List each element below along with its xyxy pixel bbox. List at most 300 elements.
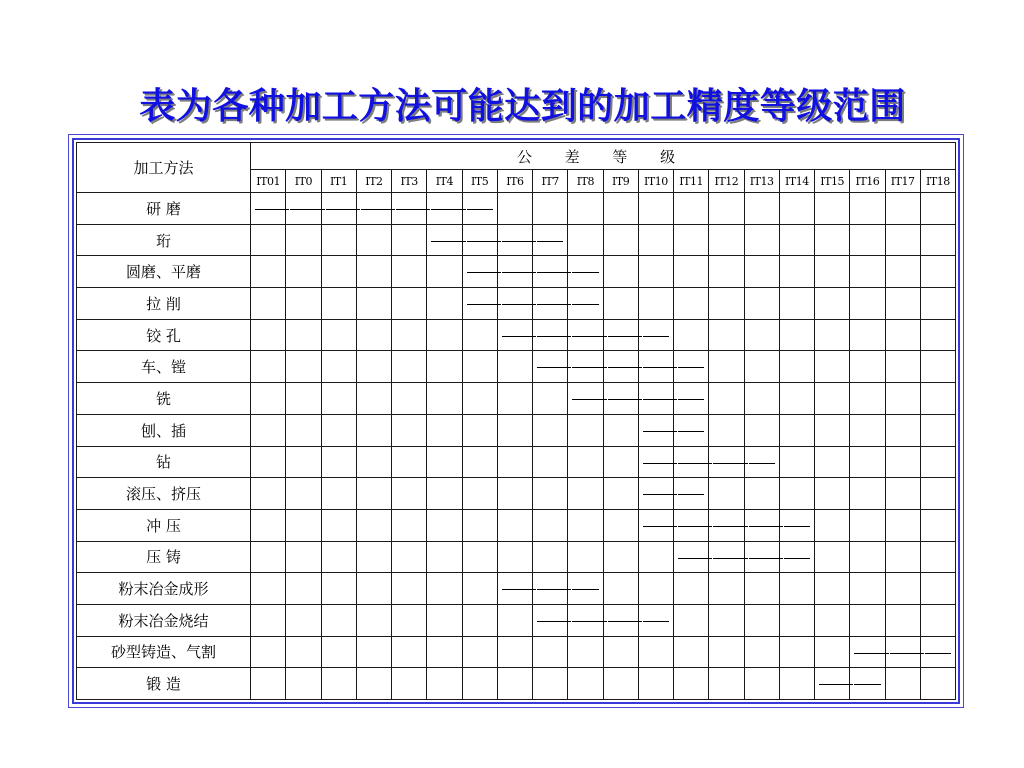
- grade-cell: [392, 668, 427, 700]
- grade-cell: [497, 224, 532, 256]
- range-dash: [678, 494, 704, 495]
- grade-cell: [709, 573, 744, 605]
- grade-cell: [885, 541, 920, 573]
- grade-header-it10: IT10: [638, 170, 673, 193]
- grade-cell: [779, 509, 814, 541]
- range-dash: [890, 653, 924, 654]
- grade-cell: [568, 478, 603, 510]
- grade-cell: [744, 509, 779, 541]
- grade-cell: [568, 604, 603, 636]
- grade-cell: [744, 478, 779, 510]
- grade-cell: [850, 636, 885, 668]
- grade-cell: [920, 668, 955, 700]
- grade-cell: [885, 256, 920, 288]
- grade-cell: [321, 288, 356, 320]
- grade-cell: [674, 573, 709, 605]
- grade-cell: [815, 319, 850, 351]
- grade-cell: [815, 224, 850, 256]
- range-dash: [361, 209, 395, 210]
- grade-cell: [286, 478, 321, 510]
- range-dash: [608, 621, 642, 622]
- process-name: 车、镗: [77, 351, 251, 383]
- tolerance-grade-header: 公 差 等 级: [251, 143, 956, 170]
- grade-cell: [427, 604, 462, 636]
- page-title: 表为各种加工方法可能达到的加工精度等级范围: [139, 85, 906, 127]
- grade-cell: [638, 414, 673, 446]
- grade-cell: [744, 319, 779, 351]
- grade-header-it4: IT4: [427, 170, 462, 193]
- grade-cell: [674, 541, 709, 573]
- grade-cell: [568, 668, 603, 700]
- grade-cell: [885, 636, 920, 668]
- grade-cell: [356, 351, 391, 383]
- grade-cell: [638, 351, 673, 383]
- grade-cell: [356, 541, 391, 573]
- process-name: 钻: [77, 446, 251, 478]
- grade-cell: [286, 193, 321, 225]
- grade-cell: [709, 224, 744, 256]
- grade-cell: [356, 319, 391, 351]
- range-dash: [678, 431, 704, 432]
- range-dash: [608, 367, 642, 368]
- grade-cell: [356, 224, 391, 256]
- grade-cell: [603, 573, 638, 605]
- grade-cell: [392, 414, 427, 446]
- grade-cell: [427, 446, 462, 478]
- table-row: [77, 224, 956, 256]
- table-row: [77, 256, 956, 288]
- range-dash: [678, 367, 704, 368]
- range-dash: [608, 336, 642, 337]
- range-dash: [537, 272, 571, 273]
- grade-cell: [251, 256, 286, 288]
- grade-cell: [462, 414, 497, 446]
- grade-cell: [744, 288, 779, 320]
- grade-cell: [392, 573, 427, 605]
- grade-cell: [885, 319, 920, 351]
- grade-header-it01: IT01: [251, 170, 286, 193]
- grade-cell: [286, 224, 321, 256]
- grade-cell: [744, 573, 779, 605]
- range-dash: [643, 336, 669, 337]
- grade-cell: [356, 604, 391, 636]
- grade-cell: [356, 446, 391, 478]
- grade-cell: [638, 668, 673, 700]
- grade-cell: [392, 446, 427, 478]
- grade-cell: [815, 414, 850, 446]
- grade-cell: [638, 224, 673, 256]
- grade-cell: [251, 383, 286, 415]
- range-dash: [713, 558, 747, 559]
- grade-cell: [638, 573, 673, 605]
- grade-cell: [356, 668, 391, 700]
- grade-cell: [674, 668, 709, 700]
- grade-cell: [674, 193, 709, 225]
- grade-cell: [674, 478, 709, 510]
- grade-cell: [321, 636, 356, 668]
- grade-cell: [709, 478, 744, 510]
- grade-cell: [251, 573, 286, 605]
- grade-cell: [568, 509, 603, 541]
- table-row: [77, 383, 956, 415]
- grade-header-it16: IT16: [850, 170, 885, 193]
- grade-cell: [356, 383, 391, 415]
- process-name: 砂型铸造、气割: [77, 636, 251, 668]
- range-dash: [749, 526, 783, 527]
- grade-cell: [568, 636, 603, 668]
- grade-cell: [321, 351, 356, 383]
- grade-cell: [674, 636, 709, 668]
- grade-cell: [638, 193, 673, 225]
- range-dash: [784, 558, 810, 559]
- grade-cell: [251, 636, 286, 668]
- range-dash: [467, 304, 501, 305]
- grade-cell: [850, 319, 885, 351]
- table-row: [77, 414, 956, 446]
- table-row: [77, 288, 956, 320]
- grade-header-it7: IT7: [533, 170, 568, 193]
- range-dash: [502, 589, 536, 590]
- grade-header-it2: IT2: [356, 170, 391, 193]
- grade-cell: [815, 604, 850, 636]
- grade-cell: [497, 446, 532, 478]
- grade-cell: [533, 668, 568, 700]
- grade-cell: [779, 573, 814, 605]
- grade-cell: [603, 478, 638, 510]
- grade-cell: [674, 256, 709, 288]
- range-dash: [537, 304, 571, 305]
- grade-cell: [497, 668, 532, 700]
- grade-cell: [920, 604, 955, 636]
- grade-cell: [850, 478, 885, 510]
- grade-cell: [744, 193, 779, 225]
- range-dash: [467, 272, 501, 273]
- range-dash: [643, 399, 677, 400]
- grade-header-it14: IT14: [779, 170, 814, 193]
- grade-cell: [744, 383, 779, 415]
- grade-cell: [568, 383, 603, 415]
- grade-cell: [779, 256, 814, 288]
- grade-cell: [603, 668, 638, 700]
- grade-cell: [251, 604, 286, 636]
- grade-cell: [885, 288, 920, 320]
- precision-table: [76, 142, 956, 700]
- grade-cell: [709, 446, 744, 478]
- table-body: [77, 193, 956, 700]
- grade-cell: [462, 509, 497, 541]
- grade-cell: [392, 509, 427, 541]
- grade-cell: [392, 224, 427, 256]
- grade-cell: [568, 224, 603, 256]
- range-dash: [643, 431, 677, 432]
- range-dash: [537, 367, 571, 368]
- range-dash: [643, 463, 677, 464]
- grade-cell: [850, 256, 885, 288]
- grade-cell: [356, 414, 391, 446]
- range-dash: [255, 209, 289, 210]
- table-row: [77, 668, 956, 700]
- table-row: [77, 351, 956, 383]
- process-name: 拉 削: [77, 288, 251, 320]
- grade-cell: [321, 541, 356, 573]
- grade-cell: [462, 288, 497, 320]
- grade-cell: [497, 288, 532, 320]
- grade-cell: [462, 256, 497, 288]
- grade-cell: [920, 224, 955, 256]
- grade-cell: [885, 224, 920, 256]
- grade-cell: [885, 193, 920, 225]
- grade-cell: [321, 573, 356, 605]
- grade-header-it13: IT13: [744, 170, 779, 193]
- grade-cell: [920, 509, 955, 541]
- range-dash: [396, 209, 430, 210]
- grade-cell: [744, 668, 779, 700]
- range-dash: [431, 209, 465, 210]
- grade-cell: [638, 319, 673, 351]
- process-name: 铣: [77, 383, 251, 415]
- table-row: [77, 446, 956, 478]
- range-dash: [537, 589, 571, 590]
- range-dash: [643, 621, 669, 622]
- grade-cell: [462, 383, 497, 415]
- grade-cell: [603, 604, 638, 636]
- grade-cell: [427, 193, 462, 225]
- grade-cell: [462, 446, 497, 478]
- grade-cell: [744, 541, 779, 573]
- grade-cell: [462, 636, 497, 668]
- grade-cell: [286, 414, 321, 446]
- grade-cell: [321, 256, 356, 288]
- grade-cell: [638, 446, 673, 478]
- grade-cell: [603, 414, 638, 446]
- grade-cell: [885, 478, 920, 510]
- grade-cell: [709, 288, 744, 320]
- grade-cell: [744, 636, 779, 668]
- grade-cell: [251, 478, 286, 510]
- grade-cell: [497, 509, 532, 541]
- range-dash: [819, 684, 853, 685]
- grade-cell: [392, 541, 427, 573]
- grade-cell: [779, 383, 814, 415]
- grade-cell: [321, 383, 356, 415]
- grade-cell: [603, 636, 638, 668]
- grade-header-it1: IT1: [321, 170, 356, 193]
- grade-cell: [709, 256, 744, 288]
- grade-cell: [392, 193, 427, 225]
- range-dash: [713, 463, 747, 464]
- grade-cell: [497, 573, 532, 605]
- grade-cell: [885, 573, 920, 605]
- grade-cell: [779, 319, 814, 351]
- grade-cell: [356, 288, 391, 320]
- process-name: 珩: [77, 224, 251, 256]
- grade-cell: [885, 509, 920, 541]
- grade-cell: [709, 383, 744, 415]
- range-dash: [643, 526, 677, 527]
- grade-cell: [885, 414, 920, 446]
- range-dash: [713, 526, 747, 527]
- grade-cell: [709, 541, 744, 573]
- grade-cell: [815, 446, 850, 478]
- grade-cell: [850, 604, 885, 636]
- grade-cell: [709, 668, 744, 700]
- grade-cell: [427, 288, 462, 320]
- grade-cell: [603, 446, 638, 478]
- grade-cell: [497, 351, 532, 383]
- grade-cell: [815, 383, 850, 415]
- grade-cell: [568, 414, 603, 446]
- grade-cell: [533, 636, 568, 668]
- grade-cell: [603, 193, 638, 225]
- grade-cell: [427, 636, 462, 668]
- grade-cell: [709, 319, 744, 351]
- grade-cell: [744, 224, 779, 256]
- grade-cell: [920, 478, 955, 510]
- grade-cell: [603, 351, 638, 383]
- grade-cell: [638, 636, 673, 668]
- range-dash: [290, 209, 324, 210]
- grade-cell: [815, 256, 850, 288]
- grade-cell: [321, 509, 356, 541]
- grade-cell: [286, 351, 321, 383]
- table-row: [77, 509, 956, 541]
- grade-cell: [392, 351, 427, 383]
- process-name: 锻 造: [77, 668, 251, 700]
- grade-cell: [251, 509, 286, 541]
- grade-cell: [427, 541, 462, 573]
- grade-cell: [568, 256, 603, 288]
- range-dash: [925, 653, 951, 654]
- grade-cell: [286, 509, 321, 541]
- range-dash: [854, 653, 888, 654]
- grade-cell: [885, 446, 920, 478]
- range-dash: [678, 399, 704, 400]
- range-dash: [326, 209, 360, 210]
- grade-cell: [850, 224, 885, 256]
- process-name: 粉末冶金成形: [77, 573, 251, 605]
- grade-cell: [638, 509, 673, 541]
- grade-cell: [533, 256, 568, 288]
- grade-cell: [709, 636, 744, 668]
- grade-cell: [321, 478, 356, 510]
- process-name: 滚压、挤压: [77, 478, 251, 510]
- grade-cell: [251, 668, 286, 700]
- grade-cell: [427, 414, 462, 446]
- grade-cell: [850, 541, 885, 573]
- grade-cell: [356, 193, 391, 225]
- grade-cell: [920, 288, 955, 320]
- grade-header-it0: IT0: [286, 170, 321, 193]
- grade-cell: [744, 604, 779, 636]
- grade-cell: [533, 446, 568, 478]
- range-dash: [502, 272, 536, 273]
- grade-cell: [779, 288, 814, 320]
- range-dash: [431, 241, 465, 242]
- grade-cell: [709, 509, 744, 541]
- grade-cell: [286, 383, 321, 415]
- grade-cell: [533, 604, 568, 636]
- grade-cell: [462, 193, 497, 225]
- grade-cell: [709, 193, 744, 225]
- grade-cell: [286, 541, 321, 573]
- grade-cell: [533, 541, 568, 573]
- grade-cell: [603, 383, 638, 415]
- table-row: [77, 478, 956, 510]
- grade-cell: [603, 541, 638, 573]
- range-dash: [467, 209, 493, 210]
- grade-cell: [674, 509, 709, 541]
- grade-cell: [568, 446, 603, 478]
- grade-cell: [638, 478, 673, 510]
- process-column-header: 加工方法: [77, 143, 251, 193]
- grade-cell: [251, 446, 286, 478]
- grade-cell: [497, 541, 532, 573]
- grade-cell: [568, 193, 603, 225]
- grade-cell: [674, 224, 709, 256]
- grade-cell: [850, 288, 885, 320]
- grade-cell: [815, 351, 850, 383]
- grade-cell: [779, 478, 814, 510]
- grade-cell: [638, 288, 673, 320]
- table-row: [77, 604, 956, 636]
- grade-header-it12: IT12: [709, 170, 744, 193]
- grade-header-it8: IT8: [568, 170, 603, 193]
- range-dash: [572, 399, 606, 400]
- grade-cell: [568, 288, 603, 320]
- range-dash: [643, 367, 677, 368]
- process-name: 研 磨: [77, 193, 251, 225]
- grade-cell: [709, 414, 744, 446]
- range-dash: [537, 621, 571, 622]
- table-frame: [68, 134, 964, 708]
- grade-cell: [427, 478, 462, 510]
- process-name: 刨、插: [77, 414, 251, 446]
- grade-cell: [603, 319, 638, 351]
- process-name: 冲 压: [77, 509, 251, 541]
- grade-cell: [462, 604, 497, 636]
- grade-cell: [392, 636, 427, 668]
- table-row: [77, 636, 956, 668]
- range-dash: [502, 336, 536, 337]
- grade-cell: [462, 668, 497, 700]
- grade-cell: [779, 636, 814, 668]
- process-name: 圆磨、平磨: [77, 256, 251, 288]
- grade-cell: [674, 383, 709, 415]
- grade-cell: [392, 256, 427, 288]
- grade-cell: [674, 414, 709, 446]
- grade-cell: [815, 478, 850, 510]
- grade-cell: [462, 541, 497, 573]
- range-dash: [678, 463, 712, 464]
- grade-cell: [568, 541, 603, 573]
- grade-cell: [779, 351, 814, 383]
- grade-cell: [779, 193, 814, 225]
- grade-cell: [251, 319, 286, 351]
- grade-cell: [920, 541, 955, 573]
- grade-cell: [850, 509, 885, 541]
- grade-cell: [850, 414, 885, 446]
- grade-cell: [920, 383, 955, 415]
- grade-cell: [392, 319, 427, 351]
- grade-cell: [533, 573, 568, 605]
- grade-cell: [497, 256, 532, 288]
- grade-cell: [885, 383, 920, 415]
- grade-header-it11: IT11: [674, 170, 709, 193]
- grade-cell: [286, 446, 321, 478]
- grade-cell: [427, 319, 462, 351]
- grade-cell: [497, 604, 532, 636]
- grade-cell: [920, 446, 955, 478]
